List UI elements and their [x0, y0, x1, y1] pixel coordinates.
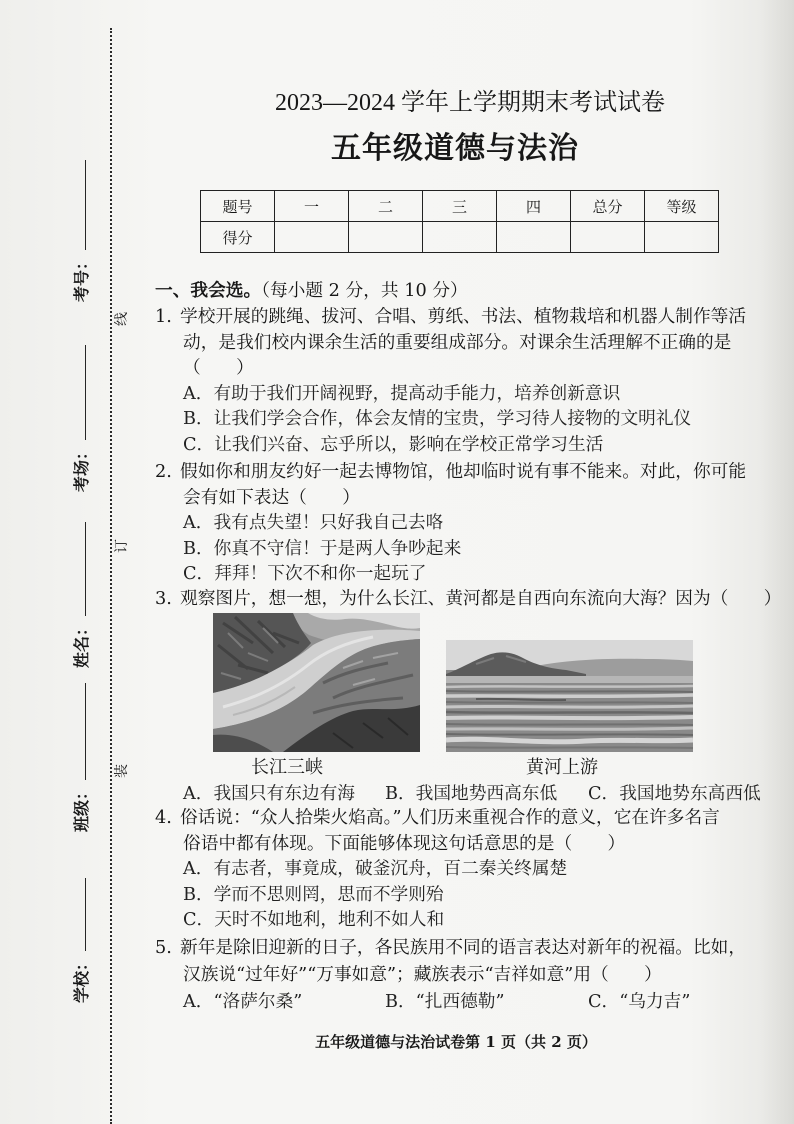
binding-mark-bind: 装 [114, 764, 130, 778]
question-stem-line: 俗语中都有体现。下面能够体现这句话意思的是（ ） [183, 833, 626, 854]
score-cell-grade [645, 222, 719, 253]
binding-mark-staple: 订 [114, 539, 130, 553]
option-b: B．学而不思则罔，思而不学则殆 [183, 884, 444, 905]
score-table-col-2: 二 [349, 191, 423, 222]
score-cell-total [571, 222, 645, 253]
school-label: 学校： [72, 954, 91, 1003]
exam-subject: 五年级道德与法治 [331, 131, 579, 166]
question-stem-line [155, 587, 782, 613]
question-3 [155, 587, 782, 808]
option-c: C．拜拜！下次不和你一起玩了 [183, 564, 427, 585]
section-1-title: 一、我会选。 [155, 280, 262, 301]
option-b: B．“扎西德勒” [385, 991, 505, 1012]
exam-number-field [68, 160, 92, 302]
question-number: 3. [155, 589, 172, 609]
photo-yangtze-three-gorges [213, 613, 420, 752]
binding-dotted-line [110, 28, 112, 1124]
option-c: C．“乌力吉” [588, 991, 691, 1012]
exam-number-label: 考号： [72, 253, 91, 302]
score-cell-4 [497, 222, 571, 253]
question-stem-line: 汉族说“过年好”“万事如意”；藏族表示“吉祥如意”用（ ） [183, 964, 662, 985]
question-stem-line [155, 935, 770, 962]
class-field [68, 683, 92, 832]
option-a: A．我有点失望！只好我自己去咯 [183, 513, 444, 534]
question-stem-text: 俗话说：“众人拾柴火焰高。”人们历来重视合作的意义，它在许多名言 [180, 808, 720, 828]
score-table-header-row [201, 191, 719, 222]
score-table [200, 190, 719, 253]
question-number: 1. [155, 307, 172, 327]
question-stem-text: 假如你和朋友约好一起去博物馆，他却临时说有事不能来。对此，你可能 [180, 462, 747, 482]
score-table-score-label: 得分 [201, 222, 275, 253]
score-table-col-total: 总分 [571, 191, 645, 222]
figure-caption-yangtze: 长江三峡 [251, 757, 323, 778]
section-1-heading [155, 278, 468, 305]
option-c: C．让我们兴奋、忘乎所以，影响在学校正常学习生活 [183, 434, 604, 455]
score-table-col-4: 四 [497, 191, 571, 222]
question-number: 5. [155, 938, 172, 958]
figure-caption-yellow-river: 黄河上游 [526, 757, 598, 778]
class-blank [71, 683, 86, 780]
option-a: A．我国只有东边有海 [183, 784, 355, 804]
score-cell-1 [275, 222, 349, 253]
page-footer: 五年级道德与法治试卷第 1 页（共 2 页） [315, 1033, 597, 1051]
score-cell-3 [423, 222, 497, 253]
school-blank [71, 878, 86, 951]
section-1-scoring-note: （每小题 2 分，共 10 分） [261, 281, 468, 301]
question-5 [155, 935, 770, 1017]
class-label: 班级： [72, 783, 91, 832]
option-c: C．天时不如地利，地利不如人和 [183, 910, 445, 931]
question-stem-text: 学校开展的跳绳、拔河、合唱、剪纸、书法、植物栽培和机器人制作等活 [180, 307, 747, 327]
question-1 [155, 305, 770, 459]
exam-room-blank [71, 345, 86, 440]
score-table-score-row [201, 222, 719, 253]
option-a: A．“洛萨尔桑” [183, 991, 303, 1012]
question-stem-line [155, 460, 770, 486]
option-b: B．让我们学会合作，体会友情的宝贵，学习待人接物的文明礼仪 [183, 409, 692, 430]
question-stem-text: 观察图片，想一想，为什么长江、黄河都是自西向东流向大海？因为（ ） [180, 589, 782, 609]
question-stem-line [155, 806, 770, 832]
option-b: B．你真不守信！于是两人争吵起来 [183, 538, 462, 559]
question-2 [155, 460, 770, 588]
answer-blank: （ ） [183, 358, 254, 379]
photo-yellow-river-upper-reaches [446, 640, 693, 752]
option-c: C．我国地势东高西低 [588, 784, 761, 804]
school-field [68, 878, 92, 1003]
question-number: 2. [155, 462, 172, 482]
score-table-col-grade: 等级 [645, 191, 719, 222]
student-name-label: 姓名： [72, 619, 91, 668]
question-stem-line [155, 305, 770, 331]
option-a: A．有助于我们开阔视野，提高动手能力，培养创新意识 [183, 383, 621, 404]
exam-room-label: 考场： [72, 443, 91, 492]
option-b: B．我国地势西高东低 [385, 784, 558, 804]
option-a: A．有志者，事竟成，破釜沉舟，百二秦关终属楚 [183, 859, 568, 880]
student-name-blank [71, 522, 86, 616]
exam-title: 2023—2024 学年上学期期末考试试卷 [275, 90, 665, 116]
question-stem-line: 会有如下表达（ ） [183, 487, 360, 508]
exam-room-field [68, 345, 92, 492]
student-name-field [68, 522, 92, 668]
question-stem-text: 新年是除旧迎新的日子，各民族用不同的语言表达对新年的祝福。比如， [180, 938, 747, 958]
exam-number-blank [71, 160, 86, 250]
binding-mark-line: 线 [114, 312, 130, 326]
score-table-header-label: 题号 [201, 191, 275, 222]
score-table-col-1: 一 [275, 191, 349, 222]
score-cell-2 [349, 222, 423, 253]
question-stem-line: 动，是我们校内课余生活的重要组成部分。对课余生活理解不正确的是 [183, 332, 732, 353]
score-table-col-3: 三 [423, 191, 497, 222]
question-4 [155, 806, 770, 934]
question-number: 4. [155, 808, 172, 828]
